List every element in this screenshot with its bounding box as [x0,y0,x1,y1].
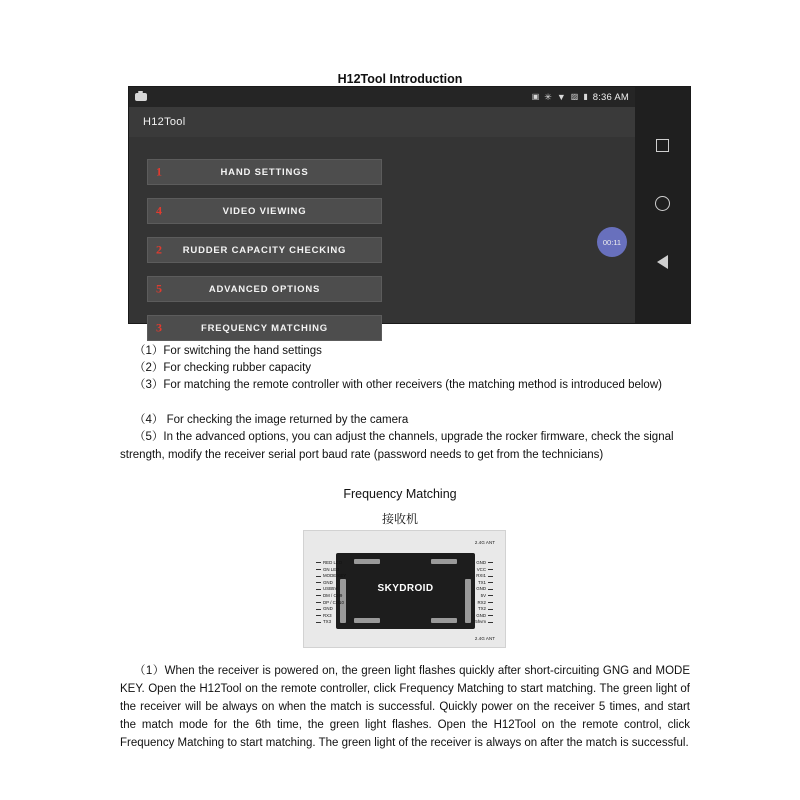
pin-label-text: 5hvm [475,619,486,625]
pin-label-text: GND [323,606,333,612]
advanced-options-button[interactable] [147,276,382,302]
callout-number-2: 2 [156,242,162,257]
pin-label-text: RX3 [323,612,332,618]
callout-number-4: 4 [156,203,162,218]
board-brand-label: SKYDROID [377,583,434,594]
pin-label-text: MODE KEY [323,573,347,579]
pin-label-text: DP / CH10 [323,599,344,605]
pin-label [475,613,495,620]
antenna-label-bottom: 2.4G ANT [474,636,495,641]
menu-button-grid [147,159,617,341]
leader-line [316,622,321,623]
rudder-capacity-checking-label: RUDDER CAPACITY CHECKING [182,244,347,256]
status-bar [129,87,635,107]
app-bar [129,107,635,137]
pin-label-text: GN LED [323,566,340,572]
pin-label-text: RED LED [323,560,343,565]
app-title: H12Tool [143,116,186,128]
antenna-pad-bottom-left [354,618,380,623]
pin-label-text: GND [476,586,486,592]
leader-line [316,562,321,563]
leader-line [316,615,321,616]
video-viewing-button[interactable] [147,198,382,224]
pin-label [314,567,346,574]
pin-label [475,593,495,600]
navigation-bar [635,87,690,323]
antenna-pad-top-left [354,559,380,564]
leader-line [316,582,321,583]
pin-label-text: GND [323,579,333,585]
list-item-5: （5）In the advanced options, you can adjust the channels, upgrade the rocker firmware, check the signal strength, modify the receiver serial port baud rate (password needs to get from the technicians) [120,431,674,461]
camera-icon [135,93,147,101]
leader-line [316,609,321,610]
leader-line [488,589,493,590]
pin-label-text: GND [476,560,486,565]
pin-label-text: RX2 [477,599,486,605]
pin-label [475,573,495,580]
pin-label-text: RXI1 [476,573,486,579]
pin-label-text: TX1 [477,579,486,585]
pin-label [314,573,346,580]
pin-label-text: TX2 [477,606,486,612]
leader-line [488,576,493,577]
receiver-caption: 接收机 [381,512,418,526]
callout-number-5: 5 [156,281,162,296]
battery-icon: ▮ [583,92,588,101]
leader-line [316,569,321,570]
leader-line [488,595,493,596]
video-viewing-label: VIDEO VIEWING [222,205,307,217]
rudder-capacity-checking-button[interactable] [147,237,382,263]
sd-card-icon: ▣ [531,92,540,101]
home-circle-icon[interactable] [655,196,670,211]
leader-line [316,595,321,596]
recents-square-icon[interactable] [656,139,669,152]
pin-strip-right [465,579,471,623]
leader-line [316,576,321,577]
status-bar-right [532,92,629,103]
pin-label-text: USB5V [323,586,338,592]
hand-settings-label: HAND SETTINGS [220,166,309,178]
list-item-3: （3）For matching the remote controller with other receivers (the matching method is introduced below) [134,379,662,391]
pin-label-text: 5V [480,592,486,598]
pin-labels-left [314,560,346,626]
floating-timer-badge[interactable]: 00:11 [597,227,627,257]
list-item-4: （4） For checking the image returned by the camera [134,414,409,426]
hand-settings-button[interactable] [147,159,382,185]
receiver-board [336,553,475,629]
pin-labels-right [475,560,495,626]
page-title: H12Tool Introduction [337,72,463,86]
receiver-diagram [303,530,506,648]
tablet-screen [129,87,635,335]
leader-line [488,569,493,570]
matching-instructions-text: （1）When the receiver is powered on, the green light flashes quickly after short-circuiting GNG and MODE KEY. Open the H12Tool on the remote controller, click Frequency Matching to start matching. The green light of the receiver will be always on when the match is successful. Quickly power on the receiver 5 times, and start the match mode for the 6th time, the green light flashes. Open the H12Tool on the remote control, click Frequency Matching to start matching. The green light of the receiver is always on after the match is successful. [120,665,690,749]
pin-label [475,619,495,626]
pin-label [475,560,495,567]
leader-line [488,622,493,623]
antenna-label-top: 2.4G ANT [474,540,495,545]
callout-number-1: 1 [156,164,162,179]
pin-label [314,600,346,607]
list-item-1: （1）For switching the hand settings [134,345,322,357]
pin-label [475,567,495,574]
pin-label [314,580,346,587]
leader-line [488,582,493,583]
pin-label [475,580,495,587]
pin-label [475,606,495,613]
pin-label [314,586,346,593]
pin-label [314,606,346,613]
pin-label-text: TX3 [323,619,332,625]
leader-line [316,589,321,590]
signal-icon: ▨ [570,92,579,101]
pin-label [314,613,346,620]
antenna-pad-bottom-right [431,618,457,623]
pin-label [314,619,346,626]
back-triangle-icon[interactable] [657,255,668,269]
pin-label [314,593,346,600]
wifi-icon: ▼ [556,91,566,102]
pin-label [475,600,495,607]
leader-line [488,602,493,603]
pin-label-text: GND [476,612,486,618]
pin-label-text: VCC [476,566,486,572]
status-bar-left [135,93,147,101]
pin-label [475,586,495,593]
list-item-2: （2）For checking rubber capacity [134,362,312,374]
leader-line [316,602,321,603]
matching-instructions-paragraph [120,662,690,752]
frequency-matching-button[interactable] [147,315,382,341]
status-bar-clock: 8:36 AM [592,91,629,103]
leader-line [488,609,493,610]
tablet-screenshot [128,86,691,335]
advanced-options-label: ADVANCED OPTIONS [208,283,321,295]
leader-line [488,562,493,563]
antenna-pad-top-right [431,559,457,564]
app-body [129,137,635,335]
bluetooth-icon: ✳ [544,91,552,102]
frequency-matching-label: FREQUENCY MATCHING [201,322,328,334]
leader-line [488,615,493,616]
pin-label-text: DM / CH9 [323,592,343,598]
frequency-matching-heading: Frequency Matching [343,487,457,501]
callout-number-3: 3 [156,320,162,335]
pin-label [314,560,346,567]
